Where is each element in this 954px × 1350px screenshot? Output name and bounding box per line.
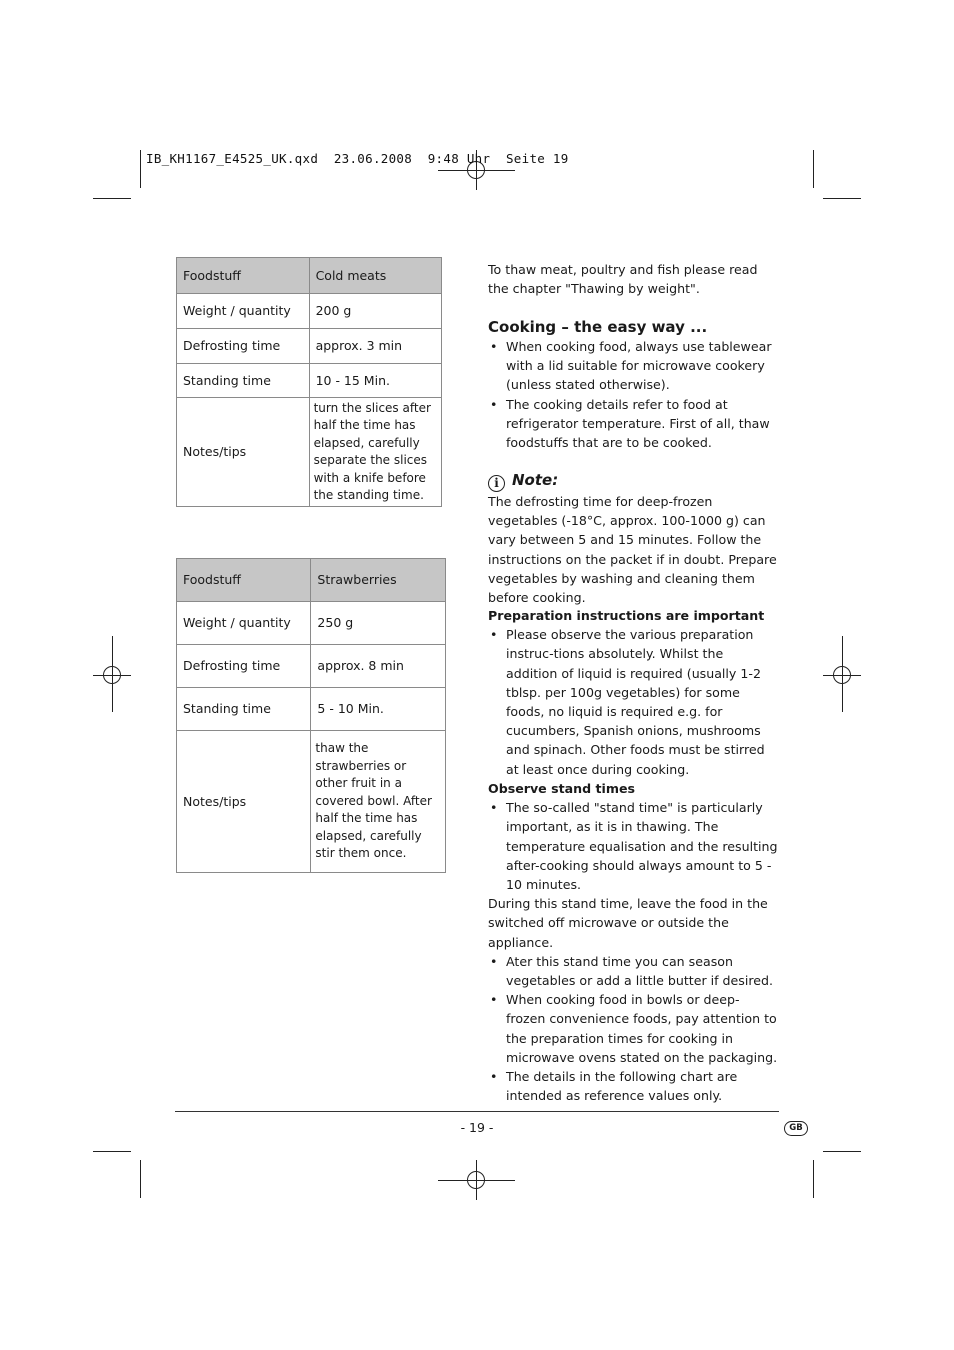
- table-row: [177, 364, 442, 398]
- stand-times-heading: Observe stand times: [488, 781, 635, 796]
- table-row: [177, 398, 442, 507]
- list-item: • The so-called "stand time" is particularly important, as it is in thawing. The temperature equalisation and the resulting after-cooking should always amount to 5 - 10 minutes.: [488, 798, 778, 894]
- table-cell: turn the slices after half the time has elapsed, carefully separate the slices with a knife before the standing time.: [309, 398, 441, 507]
- table-row: [177, 602, 446, 645]
- table-cell: Strawberries: [311, 559, 446, 602]
- stand-times-section: [488, 779, 778, 1105]
- registration-mark-bottom: [467, 1171, 485, 1189]
- table-row: [177, 258, 442, 294]
- table-row: [177, 688, 446, 731]
- language-badge: GB: [784, 1121, 808, 1136]
- registration-mark-left: [103, 666, 121, 684]
- table-cell: Weight / quantity: [177, 294, 310, 329]
- table-cell: Cold meats: [309, 258, 441, 294]
- intro-paragraph: [488, 260, 778, 298]
- table-cell: Foodstuff: [177, 559, 311, 602]
- cooking-section: [488, 317, 778, 452]
- table-cell: Notes/tips: [177, 731, 311, 873]
- table-cell: Weight / quantity: [177, 602, 311, 645]
- list-item: • The details in the following chart are intended as reference values only.: [488, 1067, 778, 1105]
- table-cell: Standing time: [177, 364, 310, 398]
- table-cell: Defrosting time: [177, 645, 311, 688]
- registration-mark-right: [833, 666, 851, 684]
- table-cell: approx. 3 min: [309, 329, 441, 364]
- intro-text: To thaw meat, poultry and fish please read the chapter "Thawing by weight".: [488, 262, 758, 297]
- table-cell: 10 - 15 Min.: [309, 364, 441, 398]
- list-item: • When cooking food, always use tablewear with a lid suitable for microwave cookery (unless stated otherwise).: [488, 337, 778, 395]
- table-cell: 250 g: [311, 602, 446, 645]
- table-row: [177, 731, 446, 873]
- cooking-heading: Cooking – the easy way ...: [488, 318, 708, 336]
- table-cell: approx. 8 min: [311, 645, 446, 688]
- table-row: [177, 329, 442, 364]
- list-item: • When cooking food in bowls or deep-frozen convenience foods, pay attention to the preparation times for cooking in microwave ovens stated on the packaging.: [488, 990, 778, 1067]
- table-cell: Standing time: [177, 688, 311, 731]
- defrost-table-cold-meats: [176, 257, 442, 507]
- note-section: [488, 469, 778, 607]
- table-row: [177, 645, 446, 688]
- table-cell: Notes/tips: [177, 398, 310, 507]
- table-row: [177, 294, 442, 329]
- table-cell: thaw the strawberries or other fruit in a covered bowl. After half the time has elapsed, carefully stir them once.: [311, 731, 446, 873]
- page-number: - 19 -: [460, 1120, 494, 1135]
- stand-times-paragraph: During this stand time, leave the food in the switched off microwave or outside the appliance.: [488, 896, 768, 950]
- note-text: The defrosting time for deep-frozen vegetables (-18°C, approx. 100-1000 g) can vary between 5 and 15 minutes. Follow the instructions on the packet if in doubt. Prepare vegetables by washing and cleaning them before cooking.: [488, 494, 777, 606]
- info-icon: i: [488, 475, 505, 492]
- list-item: • The cooking details refer to food at refrigerator temperature. First of all, thaw foodstuffs that are to be cooked.: [488, 395, 778, 453]
- preparation-heading: Preparation instructions are important: [488, 608, 765, 623]
- preparation-section: [488, 606, 778, 779]
- table-cell: 200 g: [309, 294, 441, 329]
- defrost-table-strawberries: [176, 558, 446, 873]
- list-item: • Please observe the various preparation instruc-tions absolutely. Whilst the addition of liquid is required (usually 1-2 tblsp. per 100g vegetables) for some foods, no liquid is required e.g. for cucumbers, Spanish onions, mushrooms and spinach. Other foods must be stirred at least once during cooking.: [488, 625, 778, 779]
- note-title: Note:: [512, 471, 559, 489]
- print-header: IB_KH1167_E4525_UK.qxd 23.06.2008 9:48 Uhr Seite 19: [146, 151, 569, 166]
- table-cell: Foodstuff: [177, 258, 310, 294]
- footer-rule: [175, 1111, 779, 1112]
- table-cell: 5 - 10 Min.: [311, 688, 446, 731]
- table-cell: Defrosting time: [177, 329, 310, 364]
- list-item: • Ater this stand time you can season vegetables or add a little butter if desired.: [488, 952, 778, 990]
- table-row: [177, 559, 446, 602]
